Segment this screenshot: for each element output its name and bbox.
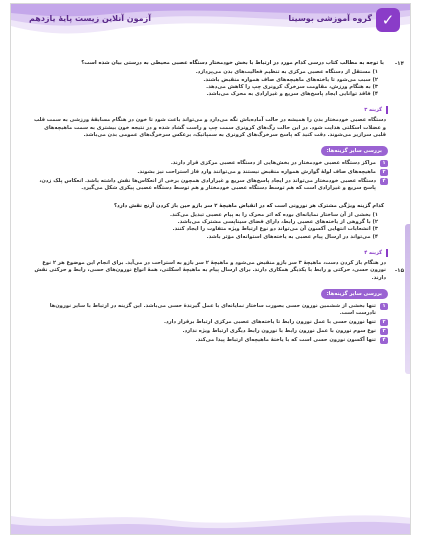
page-footer: [11, 510, 410, 534]
page-header: [11, 4, 410, 44]
review-number: ۲: [380, 169, 388, 176]
check-logo-icon: ✓: [376, 8, 400, 32]
review-text: مراکز دستگاه عصبی خودمختار در بخش‌هایی از دستگاه عصبی مرکزی قرار دارند.: [170, 160, 376, 167]
question-14: [33, 60, 388, 193]
review-item: [33, 178, 388, 193]
exam-page: [10, 3, 411, 535]
option-3: ۳) انشعابات انتهایی آکسون آن می‌تواند دو نوع ارتباط ویژه متفاوت را ایجاد کنند.: [172, 226, 378, 233]
review-text: تنها بخشی از ششمین نورون حسی بصورت ساختار نمایانه‌ای با عمل گیرندهٔ حسی می‌باشد. این گزینه در ارتباط با سایر نورون‌ها نادرست است.: [49, 302, 376, 317]
explanation: دستگاه عصبی خودمختار بدن را همیشه در حالت آماده‌باش نگه می‌دارد و می‌تواند باعث شود تا خون در هنگام مسابقهٔ ورزشی به سمت قلب و عضلات اسکلتی هدایت شود. در این حالت رگ‌های کرونری سمت چپ و راست گشاد شده و در نتیجه خون بیشتری به سمت ماهیچه‌های قلبی سرازیر می‌شوند. دقت کنید که پاسخ سرخرگ‌های کرونری به سمپاتیک، برعکس سرخرگ‌های عمومی بدن می‌باشد.: [33, 117, 386, 139]
review-text: تنها نورون حسی با عمل نورون رابط تا یاخته‌های عصبی مرکزی ارتباط برقرار دارد.: [163, 319, 376, 326]
explanation: در هنگام باز کردن دست، ماهیچهٔ ۳ سر بازو منقبض می‌شود و ماهیچهٔ ۲ سر بازو به استراحت در می‌آید. برای انجام این موضوع هر ۲ نوع نورون حسی، حرکتی و رابط با یکدیگر همکاری دارند. برای ارسال پیام به ماهیچهٔ اسکلتی، همهٔ انواع نورون‌های حسی، رابط و حرکتی نقش دارند.: [34, 260, 386, 281]
option-2: ۲) با گروهی از یاخته‌های عصبی رابط، دارای فضای سیناپسی مشترک می‌باشد.: [177, 219, 378, 226]
question-15: [33, 203, 388, 344]
option-4: ۴) فاقد توانایی ایجاد پاسخ‌های سریع و غیرارادی به محرک می‌باشد.: [206, 91, 378, 98]
header-wave: [11, 4, 410, 44]
option-4: ۴) می‌تواند در ارسال پیام عصبی به یاخته‌های استوانه‌ای مؤثر باشد.: [206, 233, 378, 240]
review-item: [33, 303, 388, 318]
review-label: بررسی سایر گزینه‌ها:: [321, 146, 388, 156]
footer-wave: [11, 510, 411, 534]
exam-title: آزمون آنلاین زیست پایهٔ یازدهم: [29, 14, 151, 23]
question-text: با توجه به مطالب کتاب درسی کدام مورد در ارتباط با بخش خودمختار دستگاه عصبی محیطی به درستی بیان شده است؟: [81, 60, 384, 66]
answer-tag: گزینه ۴: [360, 249, 388, 257]
exam-content: [33, 60, 388, 345]
review-text: دستگاه عصبی خودمختار می‌تواند در ایجاد پاسخ‌های سریع و غیرارادی همچون برخی از انعکاس‌ها نقش داشته باشد. انعکاس پلک زدن، پاسخ سریع و غیرارادی است که هم توسط دستگاه عصبی خودمختار و هم توسط دستگاه عصبی پیکری شکل می‌گیرد.: [39, 177, 376, 192]
review-number: ۱: [380, 160, 388, 167]
option-2: ۲) سبب می‌شود تا یاخته‌های ماهیچه‌های صاف همواره منقبض باشند.: [203, 76, 378, 83]
review-label: بررسی سایر گزینه‌ها:: [321, 289, 388, 299]
question-number-14: -۱۴: [394, 61, 404, 67]
review-text: تنها آکسون نورون حسی است که با یاختهٔ ماهیچه‌ای ارتباط پیدا می‌کند.: [195, 336, 376, 343]
review-number: ۴: [380, 337, 388, 344]
review-text: ماهیچه‌های صاف لولهٔ گوارش همواره منقبض نیستند و می‌توانند وارد فاز استراحت نیز بشوند.: [137, 169, 376, 176]
review-number: ۴: [380, 178, 388, 185]
review-number: ۲: [380, 319, 388, 326]
option-1: ۱) بخشی از آن ساختار نمایانه‌ای بوده که اثر محرک را به پیام عصبی تبدیل می‌کند.: [170, 211, 378, 218]
answer-tag: گزینه ۳: [360, 106, 388, 114]
brand-name: گروه آموزشی بوسینا: [288, 14, 372, 23]
side-accent-bar: [405, 224, 410, 374]
review-item: [33, 337, 388, 344]
option-1: ۱) مستقل از دستگاه عصبی مرکزی به تنظیم فعالیت‌های بدن می‌پردازد.: [195, 69, 378, 76]
question-text: کدام گزینه ویژگی مشترک هر نورونی است که در انقباض ماهیچهٔ ۲ سر بازو حین باز کردن آرنج نقش دارد؟: [114, 202, 384, 209]
review-number: ۱: [380, 303, 388, 310]
review-item: [33, 160, 388, 167]
review-item: [33, 328, 388, 335]
review-text: نوع سوم نورون با عمل نورون رابط با نورون رابط دیگری ارتباط ویژه ندارد.: [182, 327, 376, 334]
review-item: [33, 169, 388, 176]
question-number-15: -۱۵: [394, 268, 404, 274]
option-3: ۳) به هنگام ورزش، مقاومت سرخرگ کرونری چپ را کاهش می‌دهد.: [206, 83, 378, 90]
review-item: [33, 319, 388, 326]
review-number: ۳: [380, 328, 388, 335]
